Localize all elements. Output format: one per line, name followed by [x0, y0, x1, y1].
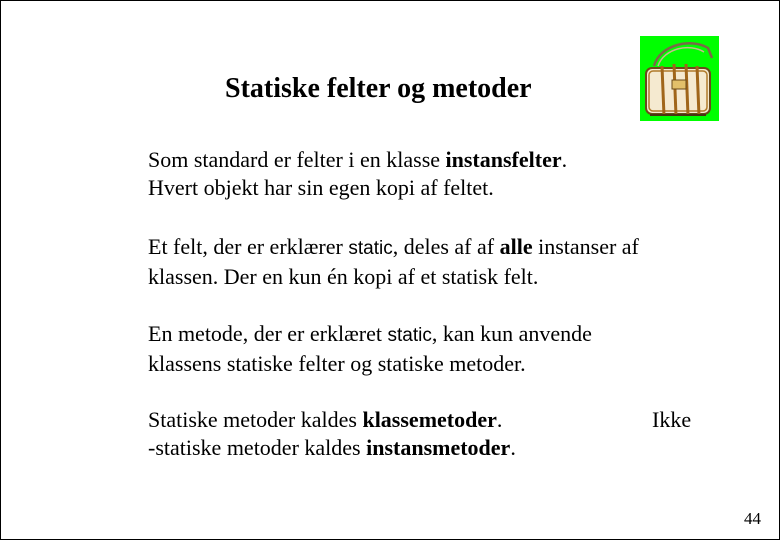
paragraph-method-kinds [148, 406, 516, 462]
paragraph-line: klassen. Der en kun én kopi af et statisk felt. [148, 264, 539, 289]
code-keyword: static [348, 238, 393, 259]
bold-term: klassemetoder [362, 407, 497, 432]
bold-term: instansfelter [445, 147, 562, 172]
paragraph-line: Statiske metoder kaldes klassemetoder. [148, 407, 503, 432]
paragraph-line: -statiske metoder kaldes instansmetoder. [148, 435, 516, 460]
paragraph-line: Hvert objekt har sin egen kopi af feltet. [148, 175, 494, 200]
bold-term: instansmetoder [366, 435, 511, 460]
slide-title: Statiske felter og metoder [225, 73, 532, 104]
code-keyword: static [387, 325, 432, 346]
page-number: 44 [744, 509, 761, 528]
paragraph-line: Som standard er felter i en klasse instansfelter. [148, 147, 568, 172]
paragraph-static-method [148, 320, 592, 378]
paragraph-instance-fields [148, 146, 567, 202]
paragraph-line: En metode, der er erklæret static, kan kun anvende [148, 321, 592, 346]
suitcase-icon [640, 36, 719, 121]
paragraph-line: Et felt, der er erklærer static, deles af af alle instanser af [148, 234, 639, 259]
paragraph-fragment-ikke: Ikke [652, 407, 692, 432]
paragraph-static-field [148, 233, 639, 291]
paragraph-line: klassens statiske felter og statiske metoder. [148, 351, 526, 376]
bold-term: alle [499, 234, 533, 259]
